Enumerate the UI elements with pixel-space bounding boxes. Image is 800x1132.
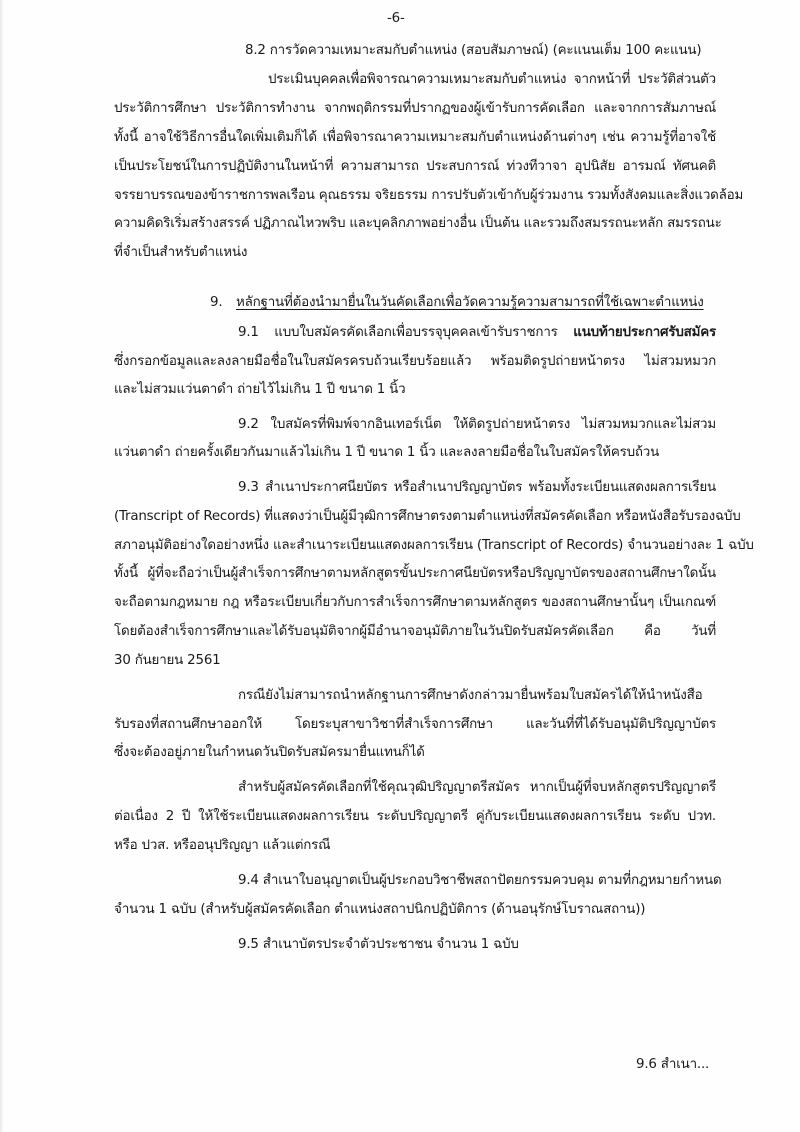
continuation-note: 9.6 สำเนา... bbox=[636, 1057, 710, 1072]
paragraph-line: ประเมินบุคคลเพื่อพิจารณาความเหมาะสมกับตำแหน่ง จากหน้าที่ ประวัติส่วนตัว bbox=[268, 72, 716, 87]
paragraph-line: ซึ่งจะต้องอยู่ภายในกำหนดวันปิดรับสมัครมายื่นแทนก็ได้ bbox=[114, 745, 425, 760]
paragraph-line: และไม่สวมแว่นตาดำ ถ่ายไว้ไม่เกิน 1 ปี ขนาด 1 นิ้ว bbox=[114, 382, 406, 397]
paragraph-line: จรรยาบรรณของข้าราชการพลเรือน คุณธรรม จริยธรรม การปรับตัวเข้ากับผู้ร่วมงาน รวมทั้งสังคมและสิ่งแวดล้อม bbox=[114, 188, 744, 203]
item-9-1-first-line bbox=[238, 323, 716, 343]
paragraph-line: 9.3 สำเนาประกาศนียบัตร หรือสำเนาปริญญาบัตร พร้อมทั้งระเบียนแสดงผลการเรียน bbox=[238, 480, 716, 495]
section-9-number: 9. bbox=[210, 295, 223, 310]
item-9-1-lead: 9.1 แบบใบสมัครคัดเลือกเพื่อบรรจุบุคคลเข้ารับราชการ bbox=[238, 325, 558, 340]
paragraph-line: โดยต้องสำเร็จการศึกษาและได้รับอนุมัติจากผู้มีอำนาจอนุมัติภายในวันปิดรับสมัครคัดเลือก คือ วันที่ bbox=[114, 624, 716, 639]
paragraph-line: ทั้งนี้ อาจใช้วิธีการอื่นใดเพิ่มเติมก็ได้ เพื่อพิจารณาความเหมาะสมกับตำแหน่งด้านต่างๆ เช่น ความรู้ที่อาจใช้ bbox=[114, 130, 716, 145]
item-9-1-bold: แนบท้ายประกาศรับสมัคร bbox=[573, 325, 716, 340]
section-9-heading: หลักฐานที่ต้องนำมายื่นในวันคัดเลือกเพื่อวัดความรู้ความสามารถที่ใช้เฉพาะตำแหน่ง bbox=[236, 295, 704, 310]
paragraph-line: (Transcript of Records) ที่แสดงว่าเป็นผู้มีวุฒิการศึกษาตรงตามตำแหน่งที่สมัครคัดเลือก หรือหนังสือรับรองฉบับ bbox=[114, 509, 741, 524]
paragraph-line: เป็นประโยชน์ในการปฏิบัติงานในหน้าที่ ความสามารถ ประสบการณ์ ท่วงทีวาจา อุปนิสัย อารมณ์ ทัศนคติ bbox=[114, 159, 716, 174]
paragraph-line: สภาอนุมัติอย่างใดอย่างหนึ่ง และสำเนาระเบียนแสดงผลการเรียน (Transcript of Records) จำนวนอย่างละ 1 ฉบับ bbox=[114, 538, 754, 553]
paragraph-line: แว่นตาดำ ถ่ายครั้งเดียวกันมาแล้วไม่เกิน 1 ปี ขนาด 1 นิ้ว และลงลายมือชื่อในใบสมัครให้ครบถ้วน bbox=[114, 445, 660, 460]
paragraph-line: รับรองที่สถานศึกษาออกให้ โดยระบุสาขาวิชาที่สำเร็จการศึกษา และวันที่ที่ได้รับอนุมัติปริญญาบัตร bbox=[114, 717, 716, 732]
page-number: -6- bbox=[387, 11, 405, 26]
paragraph-line: สำหรับผู้สมัครคัดเลือกที่ใช้คุณวุฒิปริญญาตรีสมัคร หากเป็นผู้ที่จบหลักสูตรปริญญาตรี bbox=[238, 780, 716, 795]
paragraph-line: 9.2 ใบสมัครที่พิมพ์จากอินเทอร์เน็ต ให้ติดรูปถ่ายหน้าตรง ไม่สวมหมวกและไม่สวม bbox=[238, 417, 716, 432]
paragraph-line: ประวัติการศึกษา ประวัติการทำงาน จากพฤติกรรมที่ปรากฏของผู้เข้ารับการคัดเลือก และจากการสัมภาษณ์ bbox=[114, 101, 716, 116]
scan-edge bbox=[0, 0, 4, 1132]
section-8-2-heading: 8.2 การวัดความเหมาะสมกับตำแหน่ง (สอบสัมภาษณ์) (คะแนนเต็ม 100 คะแนน) bbox=[245, 43, 702, 58]
paragraph-line: 9.5 สำเนาบัตรประจำตัวประชาชน จำนวน 1 ฉบับ bbox=[238, 937, 519, 952]
paragraph-line: 30 กันยายน 2561 bbox=[114, 653, 221, 668]
paragraph-line: ทั้งนี้ ผู้ที่จะถือว่าเป็นผู้สำเร็จการศึกษาตามหลักสูตรขั้นประกาศนียบัตรหรือปริญญาบัตรของสถานศึกษาใดนั้น bbox=[114, 566, 716, 581]
paragraph-line: จำนวน 1 ฉบับ (สำหรับผู้สมัครคัดเลือก ตำแหน่งสถาปนิกปฏิบัติการ (ด้านอนุรักษ์โบราณสถาน)) bbox=[114, 902, 646, 917]
paragraph-line: ที่จำเป็นสำหรับตำแหน่ง bbox=[114, 245, 248, 260]
paragraph-line: ซึ่งกรอกข้อมูลและลงลายมือชื่อในใบสมัครครบถ้วนเรียบร้อยแล้ว พร้อมติดรูปถ่ายหน้าตรง ไม่สวมหมวก bbox=[114, 354, 716, 369]
paragraph-line: ต่อเนื่อง 2 ปี ให้ใช้ระเบียนแสดงผลการเรียน ระดับปริญญาตรี คู่กับระเบียนแสดงผลการเรียน ระดับ ปวท. bbox=[114, 809, 716, 824]
paragraph-line: หรือ ปวส. หรืออนุปริญญา แล้วแต่กรณี bbox=[114, 838, 331, 853]
paragraph-line: จะถือตามกฎหมาย กฎ หรือระเบียบเกี่ยวกับการสำเร็จการศึกษาตามหลักสูตร ของสถานศึกษานั้นๆ เป็นเกณฑ์ bbox=[114, 595, 716, 610]
paragraph-line: ความคิดริเริ่มสร้างสรรค์ ปฏิภาณไหวพริบ และบุคลิกภาพอย่างอื่น เป็นต้น และรวมถึงสมรรถนะหลัก สมรรถนะ bbox=[114, 216, 722, 231]
paragraph-line: 9.4 สำเนาใบอนุญาตเป็นผู้ประกอบวิชาชีพสถาปัตยกรรมควบคุม ตามที่กฎหมายกำหนด bbox=[238, 873, 722, 888]
paragraph-line: กรณียังไม่สามารถนำหลักฐานการศึกษาดังกล่าวมายื่นพร้อมใบสมัครได้ให้นำหนังสือ bbox=[238, 688, 703, 703]
